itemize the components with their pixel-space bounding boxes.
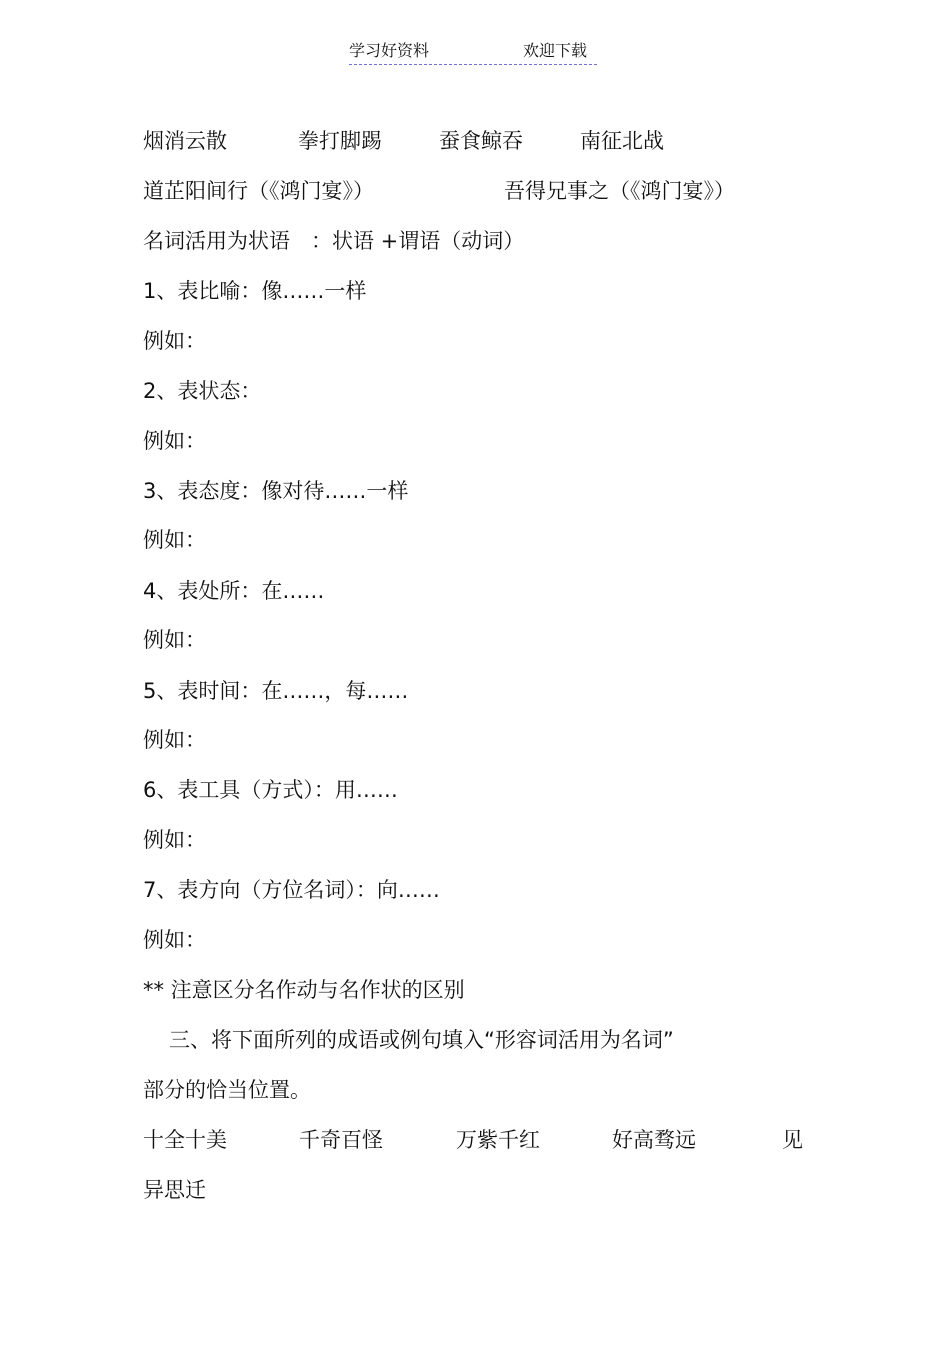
example-sentence: 吾得兄事之（《鸿门宴》） bbox=[504, 179, 735, 203]
note: ** 注意区分名作动与名作状的区别 bbox=[143, 978, 465, 1002]
idiom: 南征北战 bbox=[580, 129, 664, 153]
idiom: 十全十美 bbox=[143, 1128, 227, 1152]
idiom: 好高骛远 bbox=[612, 1128, 696, 1152]
example-sentence: 道芷阳间行（《鸿门宴》） bbox=[143, 179, 374, 203]
item-label: 7、表方向（方位名词）：向…… bbox=[143, 878, 440, 902]
header-left-text: 学习好资料 bbox=[349, 41, 430, 60]
page-header bbox=[349, 40, 597, 65]
item-example: 例如： bbox=[143, 928, 206, 952]
idiom-continuation: 异思迁 bbox=[143, 1178, 206, 1202]
idiom: 烟消云散 bbox=[143, 129, 227, 153]
task-line-1: 三、将下面所列的成语或例句填入“形容词活用为名词” bbox=[169, 1028, 674, 1052]
task-line-2: 部分的恰当位置。 bbox=[143, 1078, 311, 1102]
item-label: 4、表处所：在…… bbox=[143, 579, 325, 603]
item-example: 例如： bbox=[143, 828, 206, 852]
item-label: 1、表比喻：像……一样 bbox=[143, 279, 367, 303]
item-example: 例如： bbox=[143, 628, 206, 652]
idiom: 见 bbox=[782, 1128, 803, 1152]
item-label: 5、表时间：在……，每…… bbox=[143, 679, 409, 703]
item-example: 例如： bbox=[143, 329, 206, 353]
section-title: 名词活用为状语 ：状语 +谓语（动词） bbox=[143, 229, 525, 253]
item-example: 例如： bbox=[143, 528, 206, 552]
item-example: 例如： bbox=[143, 429, 206, 453]
item-label: 6、表工具（方式）：用…… bbox=[143, 778, 398, 802]
header-right-text: 欢迎下载 bbox=[523, 41, 588, 60]
item-label: 3、表态度：像对待……一样 bbox=[143, 479, 409, 503]
idiom: 蚕食鲸吞 bbox=[439, 129, 523, 153]
idiom: 拳打脚踢 bbox=[298, 129, 382, 153]
idiom: 万紫千红 bbox=[456, 1128, 540, 1152]
item-example: 例如： bbox=[143, 728, 206, 752]
idiom: 千奇百怪 bbox=[299, 1128, 383, 1152]
item-label: 2、表状态： bbox=[143, 379, 262, 403]
